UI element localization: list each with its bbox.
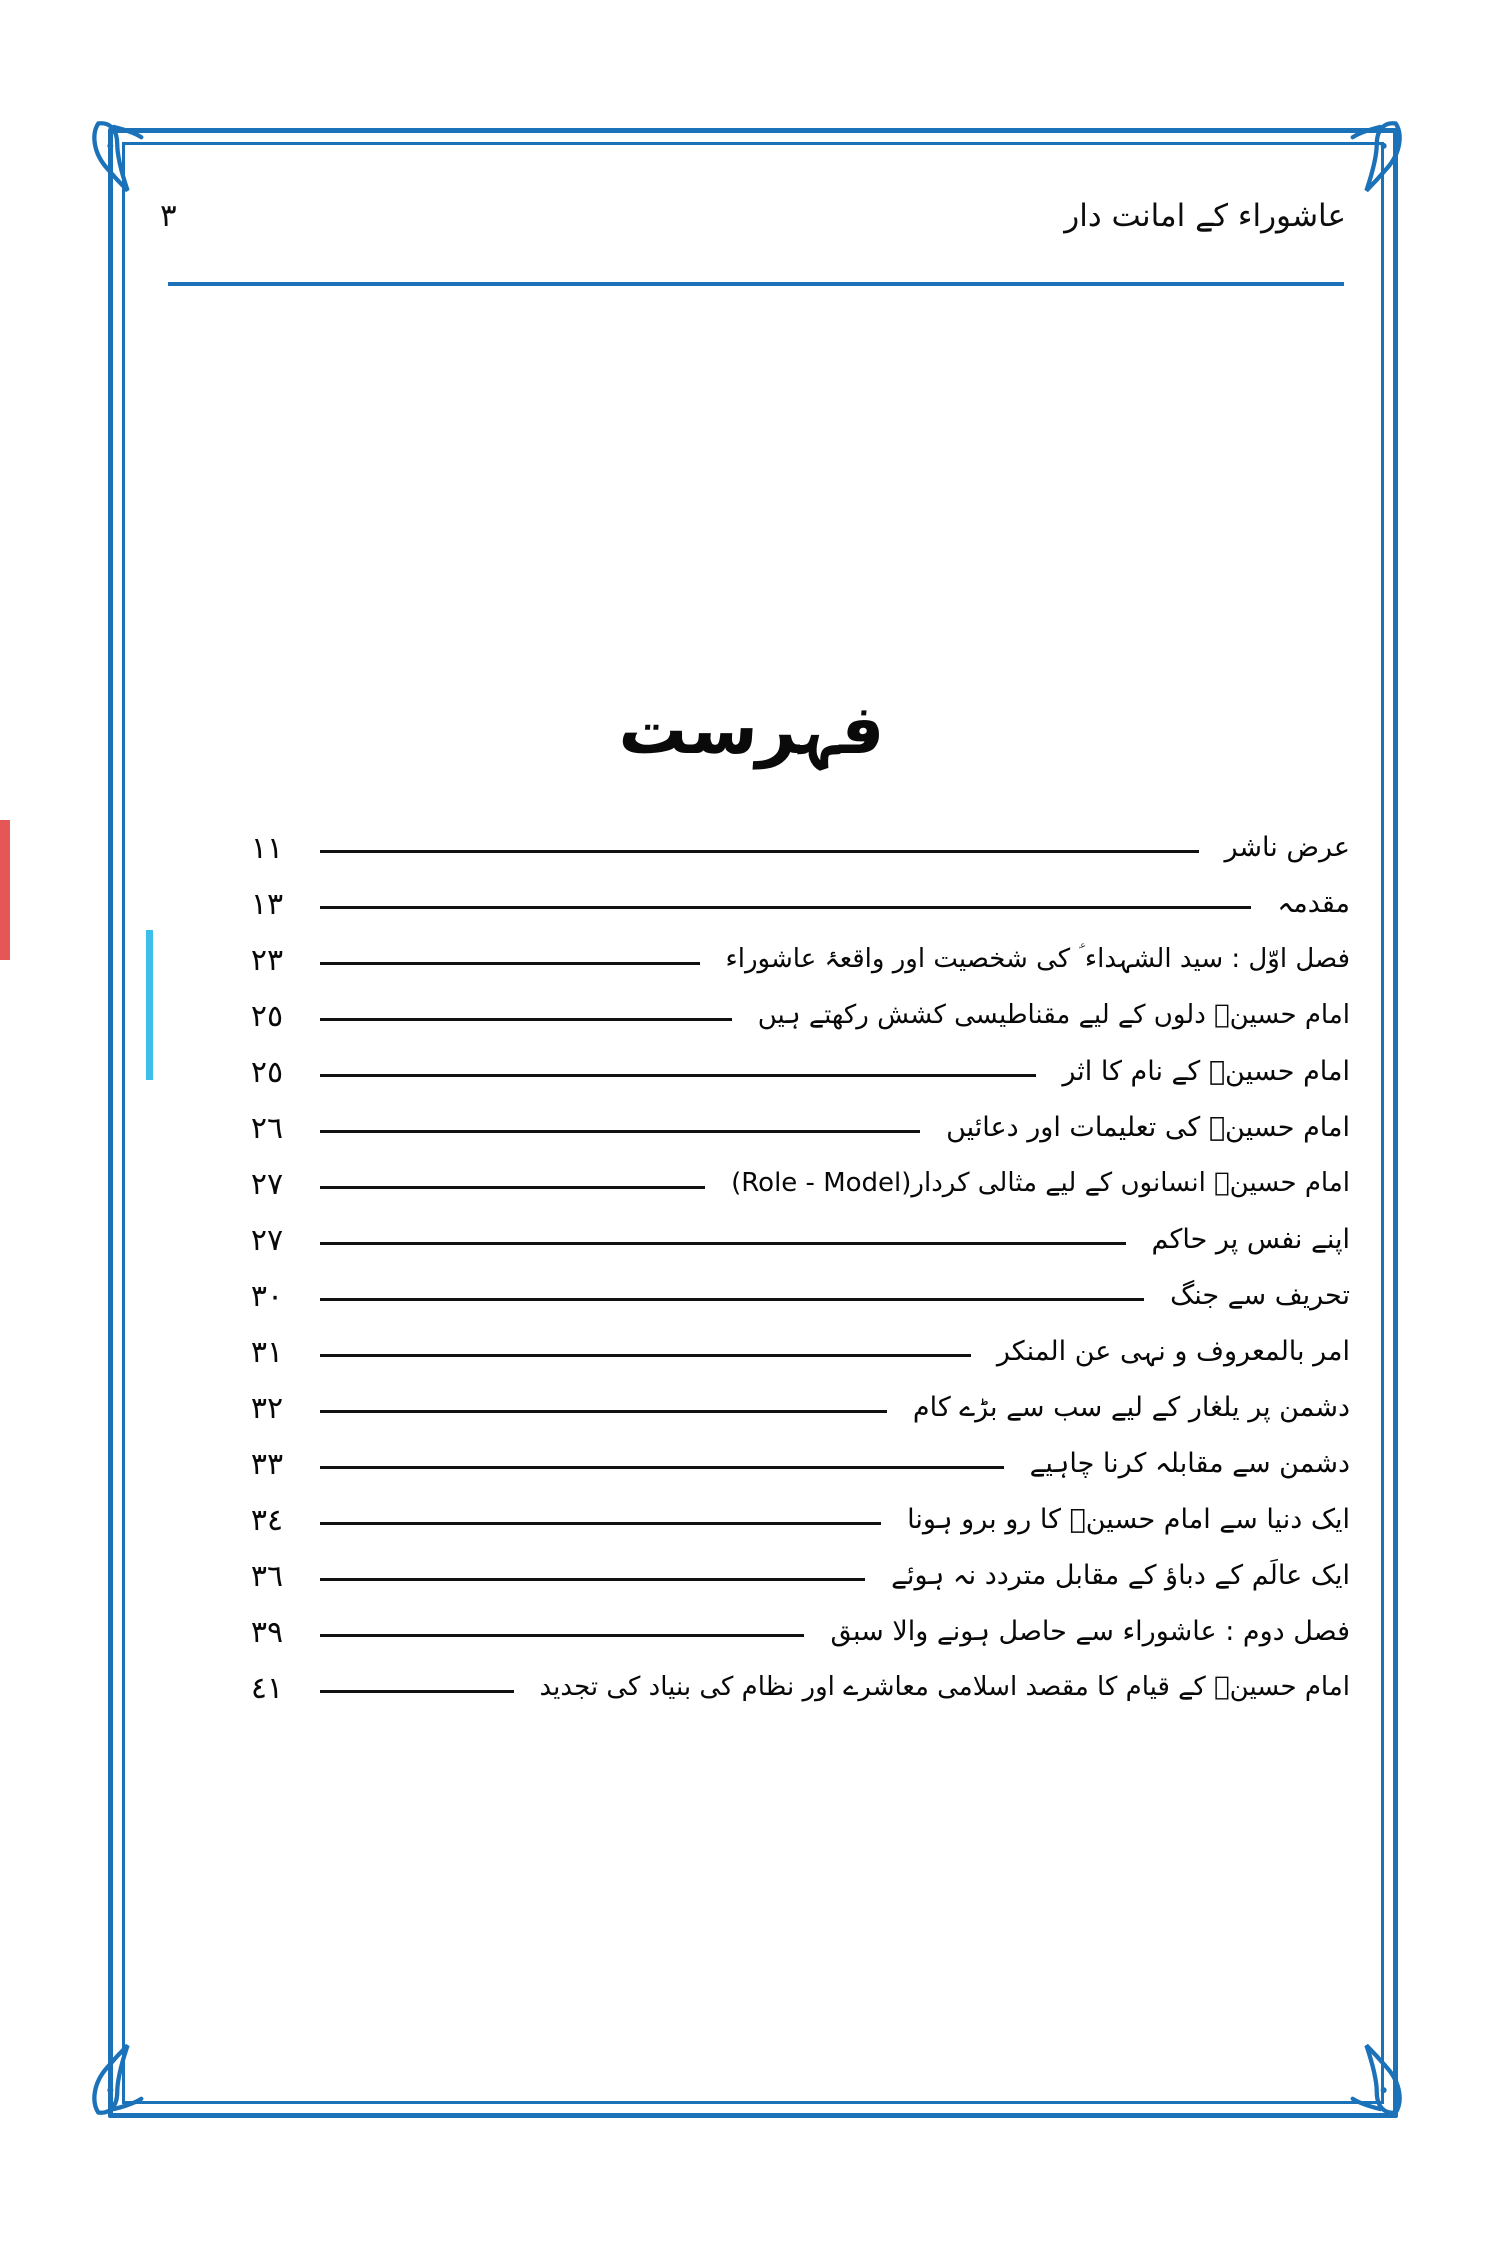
toc-entry-page-number: ٣٢ — [250, 1390, 284, 1426]
toc-leader-line — [320, 1522, 881, 1525]
toc-leader-line — [320, 1634, 804, 1637]
toc-entry-page-number: ١١ — [250, 830, 284, 866]
toc-entry-page-number: ١٣ — [250, 886, 284, 922]
toc-entry-label: اپنے نفس پر حاکم — [1151, 1224, 1350, 1256]
book-title-header: عاشوراء کے امانت دار — [1064, 198, 1346, 234]
toc-entry-page-number: ٣٦ — [250, 1558, 284, 1594]
toc-entry-label: مقدمہ — [1277, 888, 1350, 920]
toc-entry[interactable] — [230, 1212, 1350, 1268]
toc-entry-page-number: ٢٥ — [250, 998, 284, 1034]
header-divider-rule — [168, 282, 1344, 286]
toc-entry[interactable] — [230, 1492, 1350, 1548]
toc-entry-label: دشمن پر یلغار کے لیے سب سے بڑے کام — [912, 1392, 1350, 1424]
table-of-contents — [230, 820, 1350, 1716]
toc-entry-label: امام حسینؑ کی تعلیمات اور دعائیں — [946, 1112, 1350, 1144]
toc-entry[interactable] — [230, 1100, 1350, 1156]
toc-leader-line — [320, 906, 1251, 909]
toc-entry[interactable] — [230, 1604, 1350, 1660]
toc-entry-page-number: ٣٩ — [250, 1614, 284, 1650]
toc-entry-label: امام حسینؑ کے قیام کا مقصد اسلامی معاشرے اور نظام کی بنیاد کی تجدید — [539, 1672, 1350, 1703]
toc-leader-line — [320, 1690, 514, 1693]
toc-entry-page-number: ٣٣ — [250, 1446, 284, 1482]
corner-ornament-top-right-icon — [1320, 108, 1406, 194]
toc-entry[interactable] — [230, 820, 1350, 876]
toc-entry[interactable] — [230, 1268, 1350, 1324]
page-title: فہرست — [616, 691, 888, 770]
toc-leader-line — [320, 1410, 887, 1413]
toc-leader-line — [320, 1354, 971, 1357]
toc-leader-line — [320, 1074, 1036, 1077]
toc-leader-line — [320, 1242, 1126, 1245]
toc-entry-label: امام حسینؑ انسانوں کے لیے مثالی کردار(Role - Model) — [731, 1168, 1350, 1199]
toc-entry[interactable] — [230, 932, 1350, 988]
toc-leader-line — [320, 1298, 1144, 1301]
toc-entry[interactable] — [230, 1156, 1350, 1212]
toc-entry[interactable] — [230, 988, 1350, 1044]
toc-entry-label: امر بالمعروف و نہی عن المنکر — [996, 1336, 1350, 1368]
toc-entry-page-number: ٢٦ — [250, 1110, 284, 1146]
toc-leader-line — [320, 1130, 920, 1133]
toc-entry-page-number: ٢٣ — [250, 942, 284, 978]
running-header — [160, 198, 1346, 268]
toc-entry-label: دشمن سے مقابلہ کرنا چاہیے — [1029, 1448, 1350, 1480]
toc-entry-page-number: ٤١ — [250, 1670, 284, 1706]
toc-leader-line — [320, 1578, 865, 1581]
toc-leader-line — [320, 1466, 1004, 1469]
toc-entry-label: تحریف سے جنگ — [1170, 1280, 1350, 1312]
toc-entry[interactable] — [230, 1324, 1350, 1380]
toc-entry[interactable] — [230, 876, 1350, 932]
scan-edge-artifact-red — [0, 820, 10, 960]
toc-entry-label: فصل اوّل : سید الشہداء ؑ کی شخصیت اور واقعۂ عاشوراء — [725, 944, 1350, 975]
toc-entry-page-number: ٢٥ — [250, 1054, 284, 1090]
toc-entry[interactable] — [230, 1548, 1350, 1604]
toc-entry-label: فصل دوم : عاشوراء سے حاصل ہونے والا سبق — [830, 1616, 1350, 1648]
corner-ornament-bottom-left-icon — [88, 2042, 174, 2128]
toc-entry-label: ایک دنیا سے امام حسینؑ کا رو برو ہونا — [907, 1504, 1350, 1536]
toc-entry-page-number: ٣٠ — [250, 1278, 284, 1314]
corner-ornament-bottom-right-icon — [1320, 2042, 1406, 2128]
toc-entry-page-number: ٣٤ — [250, 1502, 284, 1538]
toc-entry-page-number: ٢٧ — [250, 1166, 284, 1202]
toc-entry-label: امام حسینؑ کے نام کا اثر — [1062, 1056, 1350, 1088]
toc-leader-line — [320, 850, 1199, 853]
toc-entry[interactable] — [230, 1660, 1350, 1716]
toc-entry-label: ایک عالَم کے دباؤ کے مقابل متردد نہ ہوئے — [891, 1560, 1350, 1592]
toc-entry-label: عرض ناشر — [1224, 832, 1350, 864]
toc-leader-line — [320, 1018, 732, 1021]
toc-leader-line — [320, 962, 700, 965]
corner-ornament-top-left-icon — [88, 108, 174, 194]
toc-entry[interactable] — [230, 1380, 1350, 1436]
folio-number: ٣ — [160, 198, 177, 234]
toc-entry[interactable] — [230, 1044, 1350, 1100]
toc-entry-label: امام حسینؑ دلوں کے لیے مقناطیسی کشش رکھتے ہیں — [757, 1000, 1350, 1031]
toc-entry-page-number: ٣١ — [250, 1334, 284, 1370]
toc-leader-line — [320, 1186, 705, 1189]
toc-entry[interactable] — [230, 1436, 1350, 1492]
toc-entry-page-number: ٢٧ — [250, 1222, 284, 1258]
